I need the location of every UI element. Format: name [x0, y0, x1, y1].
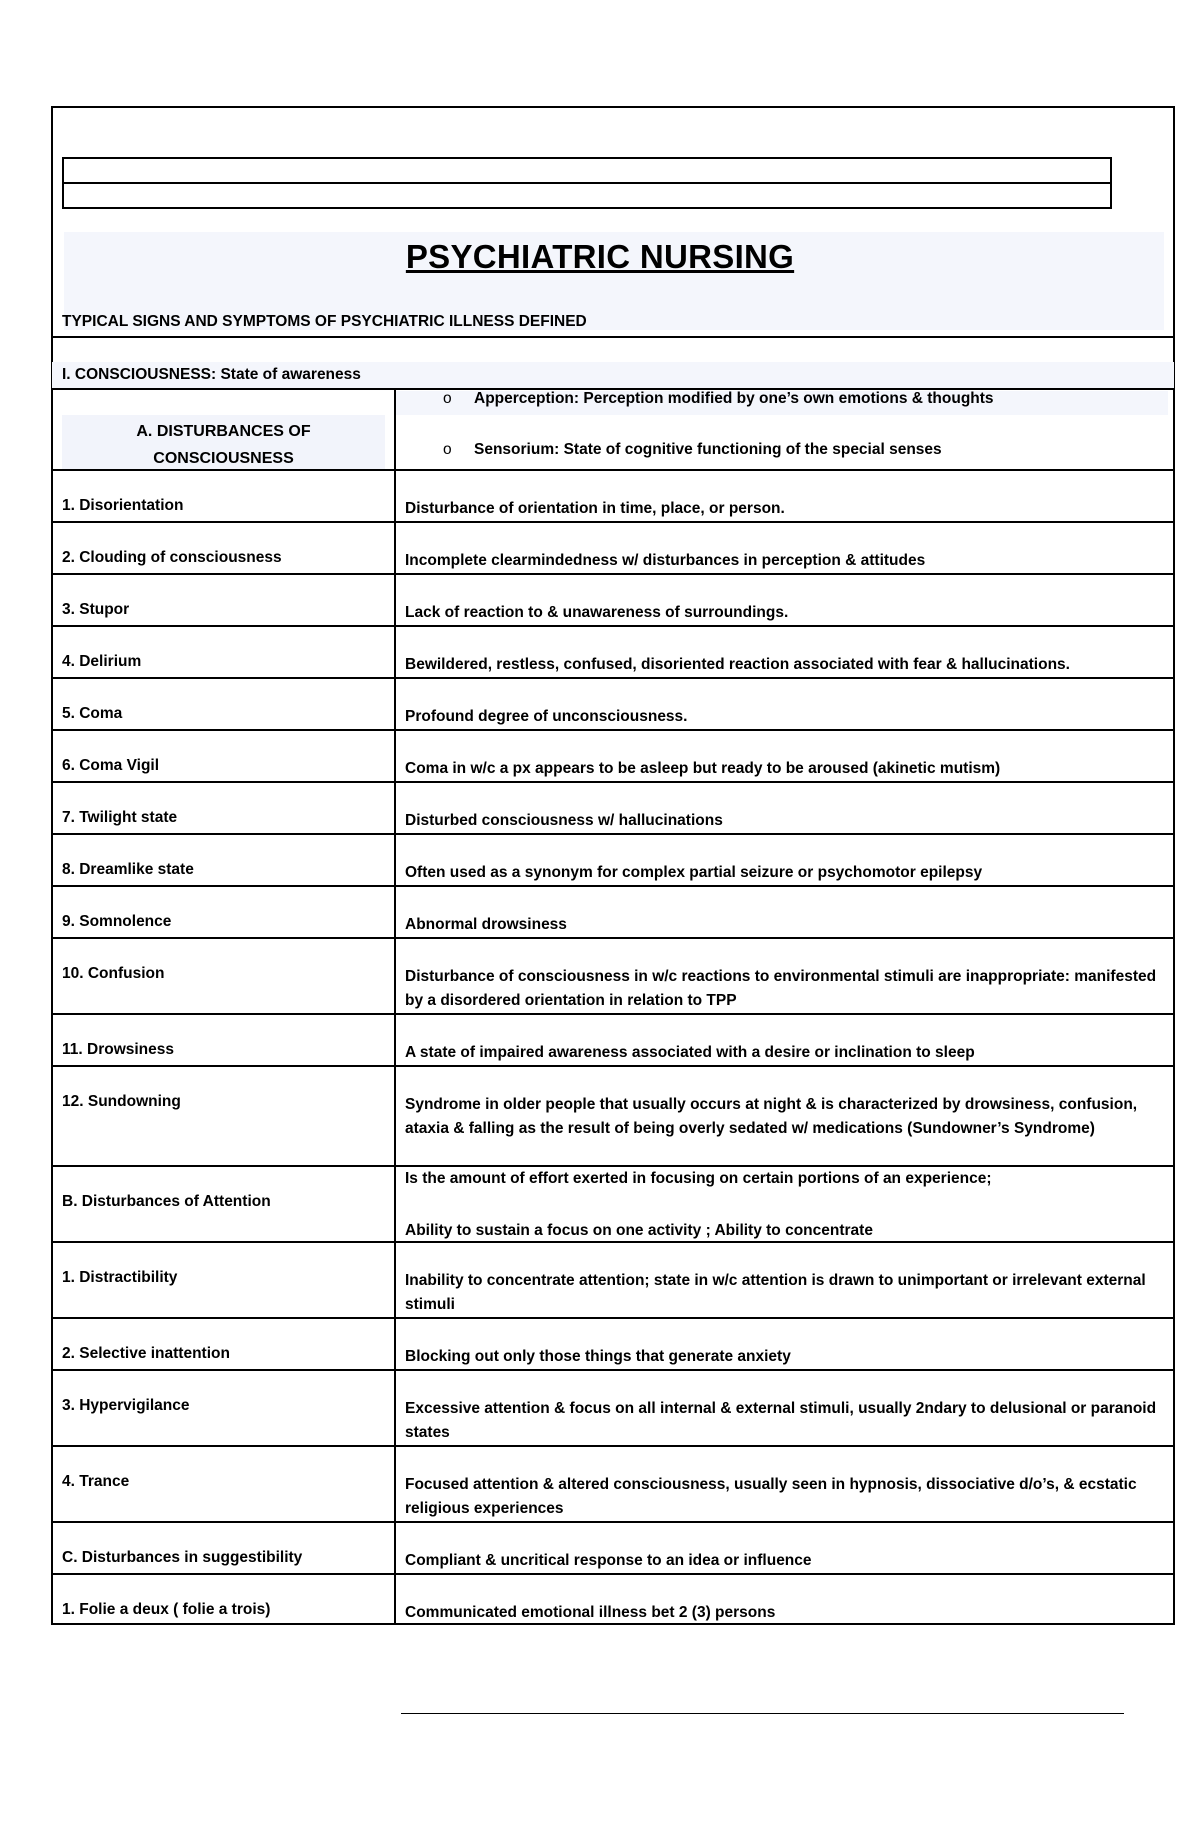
- row-definition: Syndrome in older people that usually occurs at night & is characterized by drowsiness, confusion, ataxia & falling as the result of being overly sedated w/ medications (Sundowner’s Syndrome): [405, 1096, 1138, 1137]
- row-divider: [52, 1013, 1174, 1015]
- row-divider: [52, 1521, 1174, 1523]
- row-term: 4. Delirium: [62, 653, 142, 670]
- row-definition: A state of impaired awareness associated with a desire or inclination to sleep: [405, 1044, 975, 1061]
- row-definition: Abnormal drowsiness: [405, 916, 567, 933]
- row-term: 8. Dreamlike state: [62, 861, 194, 878]
- row-term: 1. Disorientation: [62, 497, 184, 514]
- row-term: 9. Somnolence: [62, 913, 172, 930]
- row-definition-second: Ability to sustain a focus on one activity ; Ability to concentrate: [405, 1222, 873, 1239]
- row-divider: [52, 573, 1174, 575]
- row-definition: Communicated emotional illness bet 2 (3) persons: [405, 1604, 776, 1621]
- row-definition: Disturbance of consciousness in w/c reactions to environmental stimuli are inappropriate: manifested by a disordered orientation in relation to TPP: [405, 968, 1157, 1009]
- row-term: 2. Selective inattention: [62, 1345, 230, 1362]
- row-divider: [52, 781, 1174, 783]
- row-divider: [52, 885, 1174, 887]
- row-term: C. Disturbances in suggestibility: [62, 1549, 303, 1566]
- row-divider: [52, 1065, 1174, 1067]
- row-definition: Incomplete clearmindedness w/ disturbances in perception & attitudes: [405, 552, 926, 569]
- row-divider: [52, 1317, 1174, 1319]
- row-term: 6. Coma Vigil: [62, 757, 160, 774]
- bullet-item: [443, 390, 994, 408]
- row-divider: [52, 1369, 1174, 1371]
- row-definition: Compliant & uncritical response to an idea or influence: [405, 1552, 812, 1569]
- row-divider: [52, 833, 1174, 835]
- row-divider: [52, 729, 1174, 731]
- row-definition: Blocking out only those things that generate anxiety: [405, 1348, 791, 1365]
- row-definition: Excessive attention & focus on all internal & external stimuli, usually 2ndary to delusional or paranoid states: [405, 1400, 1157, 1441]
- row-term: 10. Confusion: [62, 965, 165, 982]
- row-term: 12. Sundowning: [62, 1093, 181, 1110]
- row-term: 11. Drowsiness: [62, 1041, 175, 1058]
- row-divider: [52, 1573, 1174, 1575]
- row-definition: Disturbance of orientation in time, place, or person.: [405, 500, 785, 517]
- row-divider: [52, 521, 1174, 523]
- row-divider: [52, 677, 1174, 679]
- header-box-divider: [64, 182, 1110, 184]
- row-divider: [52, 625, 1174, 627]
- row-definition: Inability to concentrate attention; state in w/c attention is drawn to unimportant or irrelevant external stimuli: [405, 1272, 1146, 1313]
- bullet-text: Apperception: Perception modified by one’s own emotions & thoughts: [474, 390, 994, 407]
- row-definition: Coma in w/c a px appears to be asleep but ready to be aroused (akinetic mutism): [405, 760, 1001, 777]
- row-term: 5. Coma: [62, 705, 123, 722]
- row-term: 1. Distractibility: [62, 1269, 178, 1286]
- footer-line: [401, 1713, 1124, 1714]
- section-heading: I. CONSCIOUSNESS: State of awareness: [62, 366, 361, 383]
- row-term: B. Disturbances of Attention: [62, 1193, 271, 1210]
- row-term: 3. Stupor: [62, 601, 130, 618]
- row-definition: Disturbed consciousness w/ hallucinations: [405, 812, 723, 829]
- row-term: 7. Twilight state: [62, 809, 178, 826]
- header-box: [62, 157, 1112, 209]
- page-subtitle: TYPICAL SIGNS AND SYMPTOMS OF PSYCHIATRIC ILLNESS DEFINED: [62, 313, 587, 330]
- divider: [52, 336, 1174, 338]
- bullet-marker: o: [443, 441, 452, 458]
- bullet-item: [443, 441, 942, 459]
- row-term: 1. Folie a deux ( folie a trois): [62, 1601, 271, 1618]
- row-definition: Lack of reaction to & unawareness of surroundings.: [405, 604, 789, 621]
- row-term: 3. Hypervigilance: [62, 1397, 190, 1414]
- row-definition: Often used as a synonym for complex partial seizure or psychomotor epilepsy: [405, 864, 983, 881]
- page-title: PSYCHIATRIC NURSING: [405, 238, 795, 275]
- subsection-a-label: [62, 418, 385, 472]
- row-divider: [52, 937, 1174, 939]
- bullet-text: Sensorium: State of cognitive functioning of the special senses: [474, 441, 942, 458]
- subsection-a-label-line1: A. DISTURBANCES OF: [136, 423, 311, 440]
- row-definition: Profound degree of unconsciousness.: [405, 708, 688, 725]
- subsection-a-label-line2: CONSCIOUSNESS: [153, 450, 294, 467]
- row-term: 4. Trance: [62, 1473, 130, 1490]
- row-term: 2. Clouding of consciousness: [62, 549, 282, 566]
- row-divider: [52, 469, 1174, 471]
- row-definition: Bewildered, restless, confused, disoriented reaction associated with fear & hallucinations.: [405, 656, 1070, 673]
- row-definition: Focused attention & altered consciousness, usually seen in hypnosis, dissociative d/o’s, & ecstatic religious experiences: [405, 1476, 1137, 1517]
- bullet-marker: o: [443, 390, 452, 407]
- row-definition: Is the amount of effort exerted in focusing on certain portions of an experience;: [405, 1170, 992, 1187]
- row-divider: [52, 1445, 1174, 1447]
